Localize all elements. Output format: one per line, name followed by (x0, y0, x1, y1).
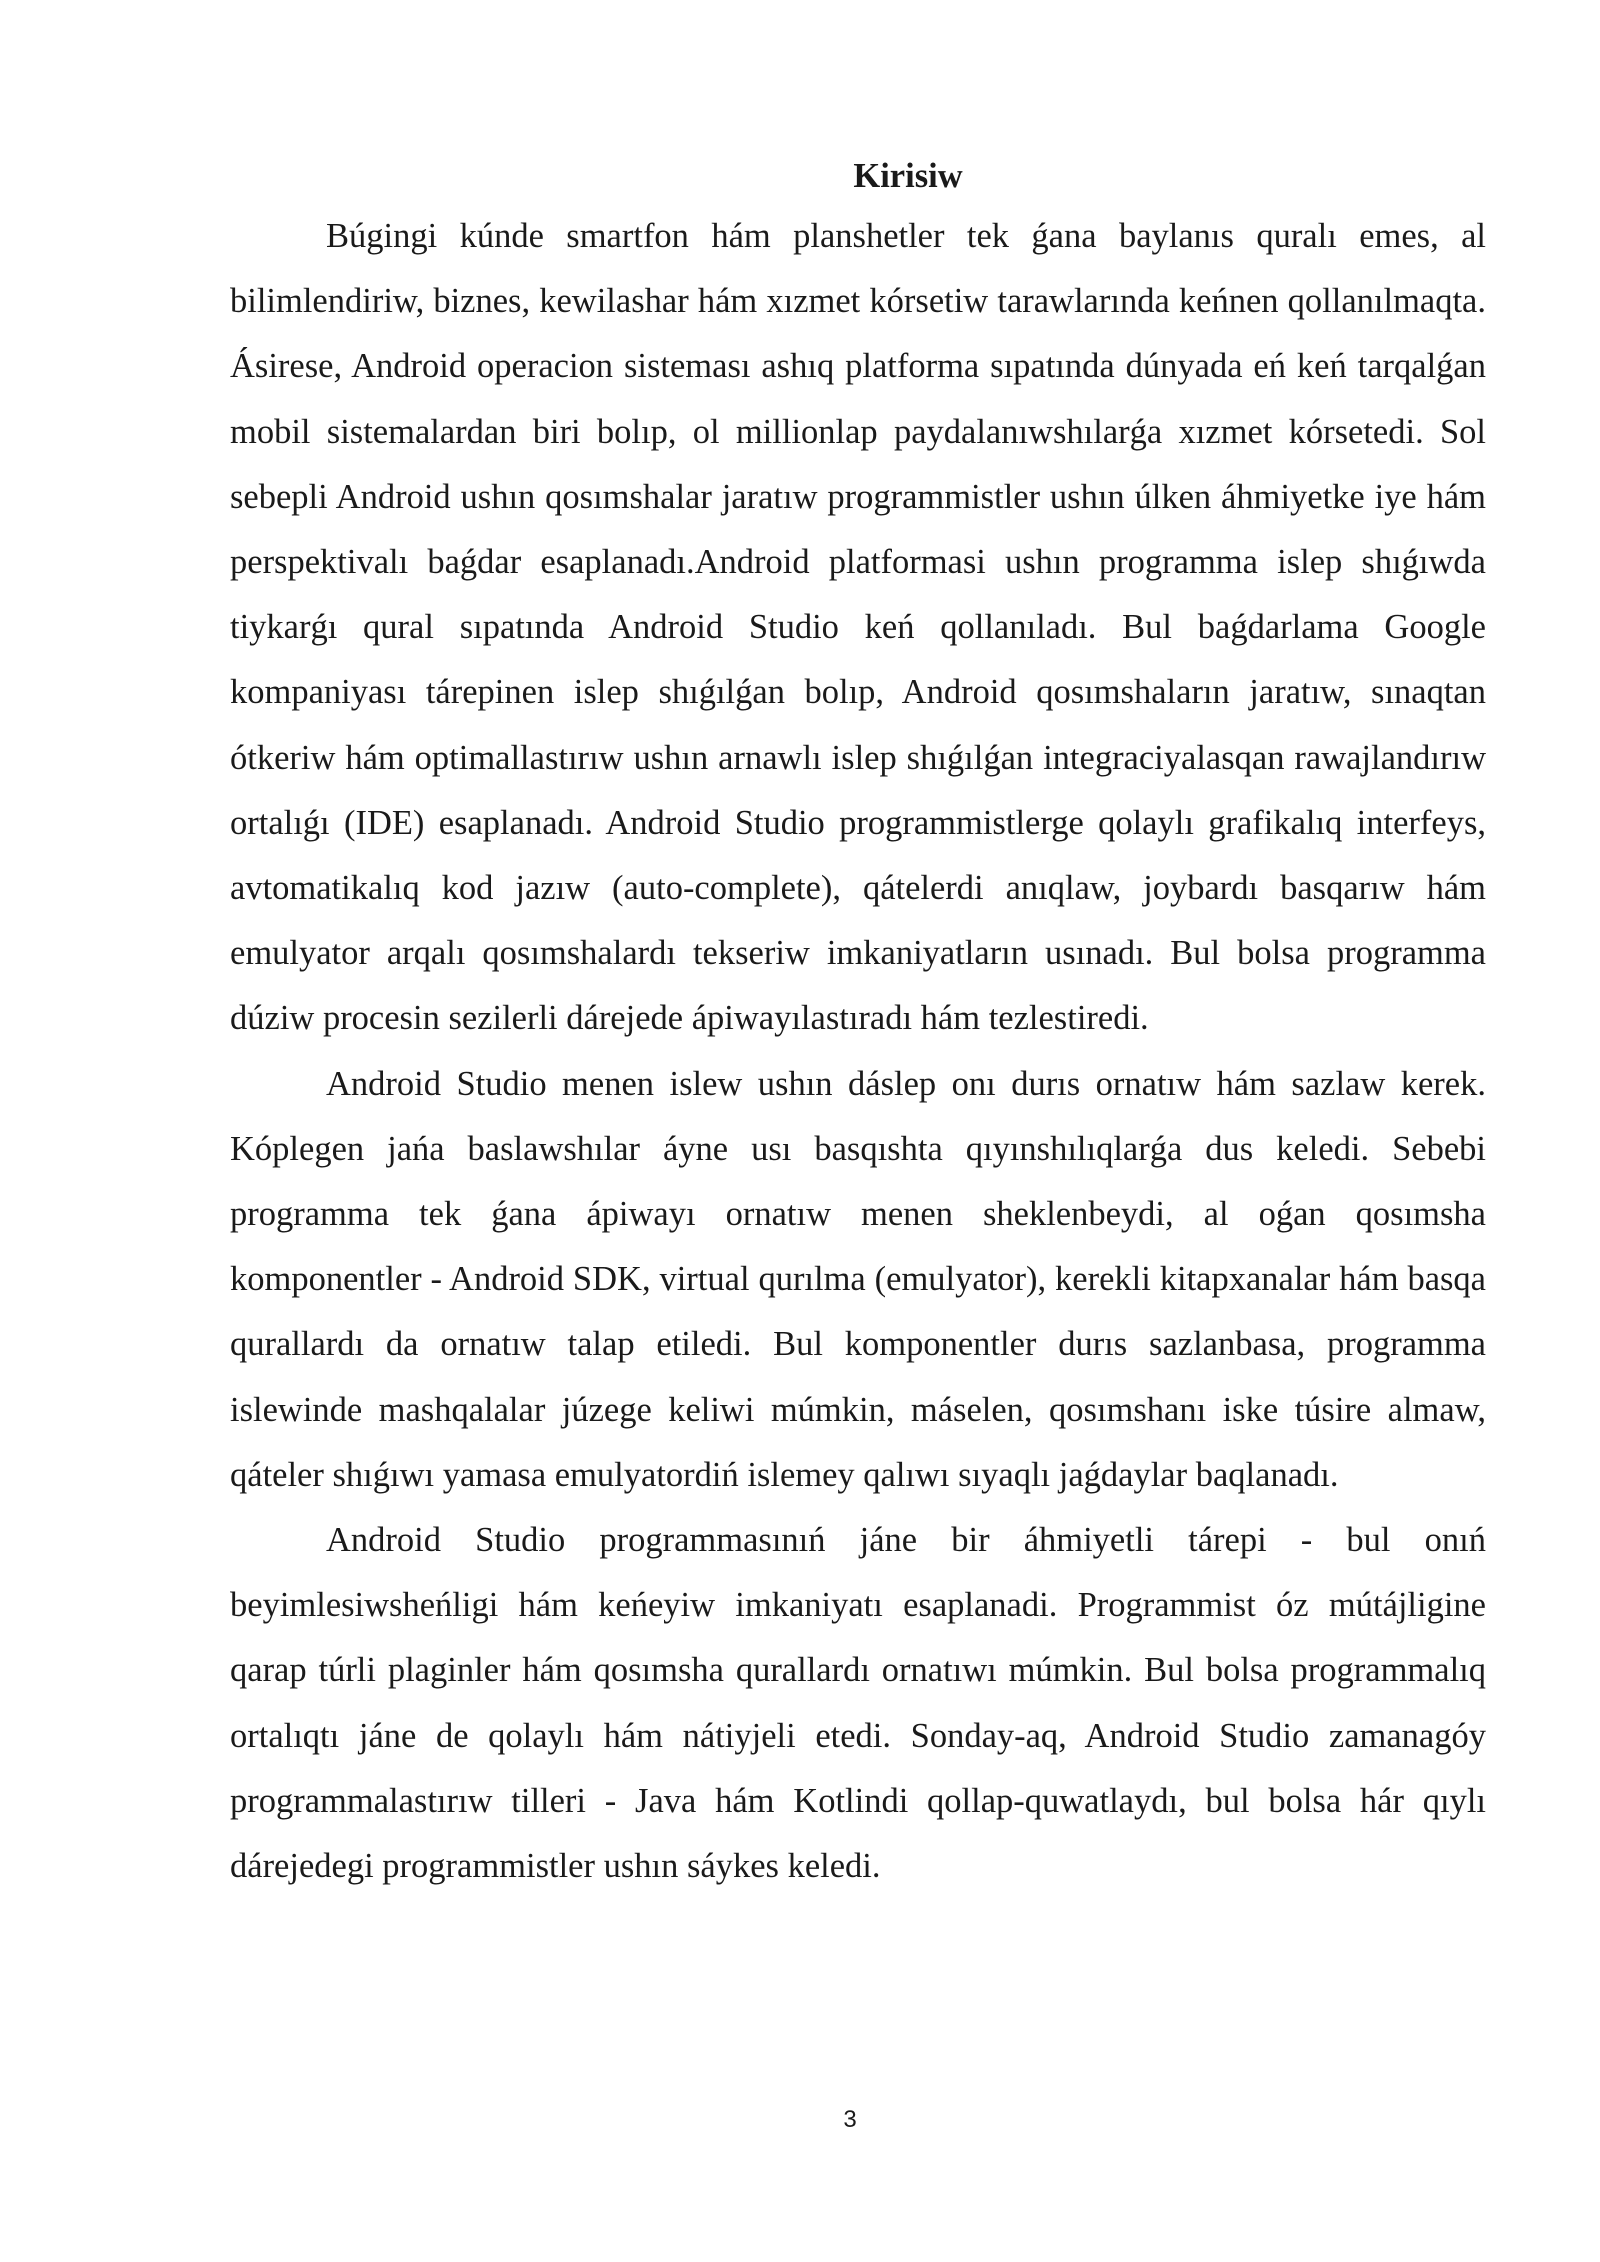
paragraph-2: Android Studio menen islew ushın dáslep onı durıs ornatıw hám sazlaw kerek. Kóplegen jańa baslawshılar áyne usı basqıshta qıyınshılıqlarǵa dus keledi. Sebebi programma tek ǵana ápiwayı ornatıw menen sheklenbeydi, al oǵan qosımsha komponentler - Android SDK, virtual qurılma (emulyator), kerekli kitapxanalar hám basqa qurallardı da ornatıw talap etiledi. Bul komponentler durıs sazlanbasa, programma islewinde mashqalalar júzege keliwi múmkin, máselen, qosımshanı iske túsire almaw, qáteler shıǵıwı yamasa emulyatordiń islemey qalıwı sıyaqlı jaǵdaylar baqlanadı. (230, 1064, 1486, 1494)
document-body (230, 148, 1486, 1899)
page-title: Kirisiw (853, 157, 963, 195)
page-number: 3 (843, 2106, 857, 2133)
paragraph-1: Búgingi kúnde smartfon hám planshetler tek ǵana baylanıs quralı emes, al bilimlendiriw, biznes, kewilashar hám xızmet kórsetiw tarawlarında keńnen qollanılmaqta. Ásirese, Android operacion sisteması ashıq platforma sıpatında dúnyada eń keń tarqalǵan mobil sistemalardan biri bolıp, ol millionlap paydalanıwshılarǵa xızmet kórsetedi. Sol sebepli Android ushın qosımshalar jaratıw programmistler ushın úlken áhmiyetke iye hám perspektivalı baǵdar esaplanadı.Android platformasi ushın programma islep shıǵıwda tiykarǵı qural sıpatında Android Studio keń qollanıladı. Bul baǵdarlama Google kompaniyası tárepinen islep shıǵılǵan bolıp, Android qosımshaların jaratıw, sınaqtan ótkeriw hám optimallastırıw ushın arnawlı islep shıǵılǵan integraciyalasqan rawajlandırıw ortalıǵı (IDE) esaplanadı. Android Studio programmistlerge qolaylı grafikalıq interfeys, avtomatikalıq kod jazıw (auto-complete), qátelerdi anıqlaw, joybardı basqarıw hám emulyator arqalı qosımshalardı tekseriw imkaniyatların usınadı. Bul bolsa programma dúziw procesin sezilerli dárejede ápiwayılastıradı hám tezlestiredi. (230, 217, 1486, 1038)
paragraph-3: Android Studio programmasınıń jáne bir áhmiyetli tárepi - bul onıń beyimlesiwsheńligi hám keńeyiw imkaniyatı esaplanadi. Programmist óz mútájligine qarap túrli plaginler hám qosımsha qurallardı ornatıwı múmkin. Bul bolsa programmalıq ortalıqtı jáne de qolaylı hám nátiyjeli etedi. Sonday-aq, Android Studio zamanagóy programmalastırıw tilleri - Java hám Kotlindi qollap-quwatlaydı, bul bolsa hár qıylı dárejedegi programmistler ushın sáykes keledi. (230, 1521, 1486, 1886)
